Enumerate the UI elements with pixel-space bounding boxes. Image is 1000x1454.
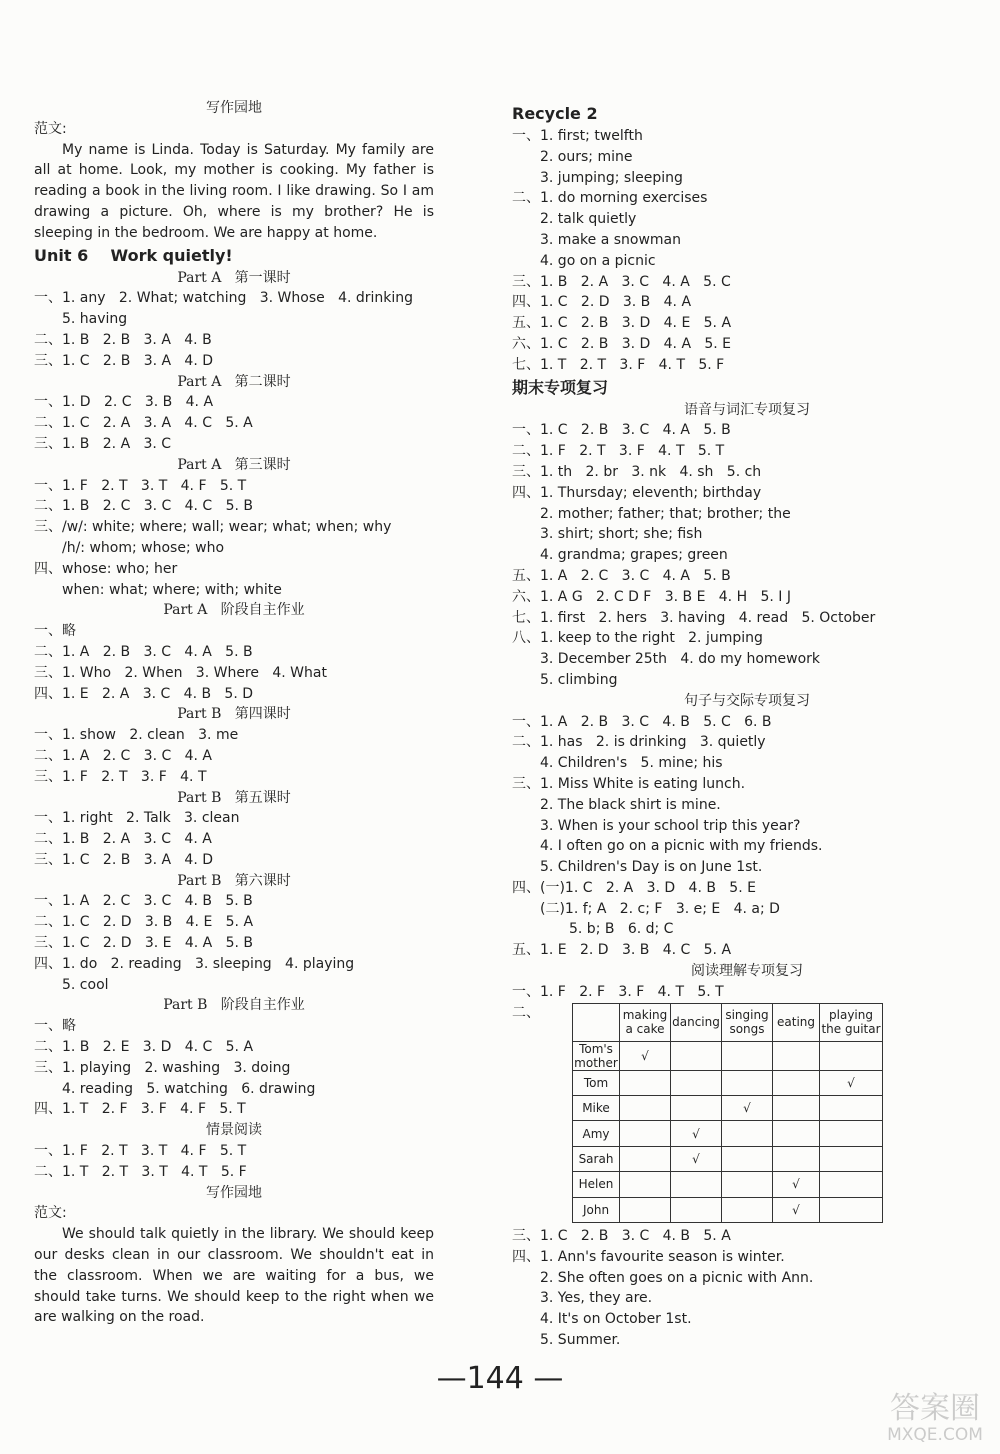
answer-line: 一、1. F 2. T 3. T 4. F 5. T — [34, 1143, 247, 1160]
table-header-cell: playing the guitar — [820, 1003, 883, 1041]
answer-line: 二、1. F 2. T 3. F 4. T 5. T — [512, 443, 725, 460]
table-block — [512, 1003, 982, 1223]
answer-line: 三、1. F 2. T 3. F 4. T — [34, 768, 207, 785]
table-cell-check — [722, 1121, 773, 1146]
table-cell-check — [620, 1197, 671, 1222]
answer-line: 六、1. C 2. B 3. D 4. A 5. E — [512, 335, 732, 352]
table-cell-check — [773, 1041, 820, 1070]
section-heading: Part A 阶段自主作业 — [163, 602, 305, 619]
answer-line: 一、1. right 2. Talk 3. clean — [34, 810, 240, 827]
answer-line: 二、1. C 2. A 3. A 4. C 5. A — [34, 415, 253, 432]
review-title: 期末专项复习 — [512, 377, 609, 397]
table-row — [573, 1096, 883, 1121]
table-row-name: Helen — [573, 1172, 620, 1197]
table-header-cell — [573, 1003, 620, 1041]
table-cell-check — [820, 1197, 883, 1222]
table-cell-check — [773, 1096, 820, 1121]
answer-line: 四、1. T 2. F 3. F 4. F 5. T — [34, 1101, 246, 1118]
table-cell-check — [820, 1172, 883, 1197]
answer-line: 5. Summer. — [540, 1332, 621, 1348]
table-row-name: Mike — [573, 1096, 620, 1121]
table-cell-check — [671, 1172, 722, 1197]
table-question-label: 二、 — [512, 1004, 540, 1021]
section-heading: 阅读理解专项复习 — [691, 963, 803, 980]
unit-title: Unit 6 Work quietly! — [34, 245, 233, 265]
table-cell-check: √ — [671, 1121, 722, 1146]
answer-line: 3. When is your school trip this year? — [540, 817, 801, 834]
table-row — [573, 1172, 883, 1197]
answer-line: 一、1. show 2. clean 3. me — [34, 727, 239, 744]
recycle-title: Recycle 2 — [512, 104, 598, 123]
section-heading: 句子与交际专项复习 — [684, 692, 810, 709]
table-body — [573, 1041, 883, 1222]
answer-line: 一、1. F 2. F 3. F 4. T 5. T — [512, 983, 724, 1000]
answer-line: 一、1. F 2. T 3. T 4. F 5. T — [34, 477, 247, 494]
answer-line: 五、1. C 2. B 3. D 4. E 5. A — [512, 315, 732, 332]
answer-line: 4. go on a picnic — [540, 252, 656, 269]
answer-line: 二、1. T 2. T 3. T 4. T 5. F — [34, 1163, 247, 1180]
table-header-cell: eating — [773, 1003, 820, 1041]
answer-line: 一、1. first; twelfth — [512, 128, 643, 144]
table-row-name: John — [573, 1197, 620, 1222]
answer-line: 三、1. playing 2. washing 3. doing — [34, 1059, 291, 1076]
answer-line: 5. having — [62, 311, 128, 328]
section-heading: 情景阅读 — [206, 1122, 262, 1139]
answer-line: 二、1. B 2. E 3. D 4. C 5. A — [34, 1039, 254, 1056]
table-cell-check — [722, 1041, 773, 1070]
left-column — [34, 98, 434, 1328]
table-cell-check: √ — [773, 1197, 820, 1222]
answer-line: /h/: whom; whose; who — [62, 539, 225, 556]
table-row-name: Sarah — [573, 1146, 620, 1171]
answer-line: 三、1. C 2. B 3. A 4. D — [34, 352, 214, 369]
answer-line: 2. ours; mine — [540, 148, 633, 165]
table-cell-check — [620, 1146, 671, 1171]
right-column — [512, 102, 982, 1351]
answer-line: 3. Yes, they are. — [540, 1290, 653, 1307]
table-row — [573, 1041, 883, 1070]
answer-line: 5. b; B 6. d; C — [569, 921, 674, 938]
table-cell-check — [820, 1041, 883, 1070]
answer-line: 3. make a snowman — [540, 231, 681, 248]
watermark-line1: 答案圈 — [890, 1391, 980, 1426]
section-heading: Part B 第五课时 — [177, 789, 291, 806]
answer-line: 一、略 — [34, 623, 76, 640]
answer-line: 一、1. D 2. C 3. B 4. A — [34, 394, 214, 411]
answer-line: 三、1. C 2. B 3. A 4. D — [34, 851, 214, 868]
answer-line: 三、/w/: white; where; wall; wear; what; when; why — [34, 519, 392, 536]
answer-line: 3. jumping; sleeping — [540, 169, 683, 186]
writing-section-title: 写作园地 — [206, 100, 262, 116]
watermark-logo-icon — [880, 1380, 990, 1445]
table-cell-check — [671, 1096, 722, 1121]
section-heading: 语音与词汇专项复习 — [684, 401, 810, 418]
answer-line: 四、1. Thursday; eleventh; birthday — [512, 484, 762, 501]
answer-line: 一、1. A 2. C 3. C 4. B 5. B — [34, 893, 253, 910]
answer-line: 3. shirt; short; she; fish — [540, 526, 703, 543]
answer-list — [512, 1226, 982, 1351]
answer-line: 4. reading 5. watching 6. drawing — [62, 1080, 316, 1097]
table-cell-check — [820, 1096, 883, 1121]
answer-line: 5. climbing — [540, 671, 618, 688]
answer-list — [512, 400, 982, 1003]
answer-line: 5. Children's Day is on June 1st. — [540, 859, 763, 876]
table-cell-check: √ — [620, 1041, 671, 1070]
answer-line: 二、1. A 2. C 3. C 4. A — [34, 747, 212, 764]
answer-line: 4. Children's 5. mine; his — [540, 755, 723, 772]
answer-line: 三、1. C 2. B 3. C 4. B 5. A — [512, 1228, 731, 1245]
table-cell-check — [820, 1146, 883, 1171]
answer-line: (二)1. f; A 2. c; F 3. e; E 4. a; D — [540, 900, 780, 917]
answer-line: 四、1. C 2. D 3. B 4. A — [512, 294, 692, 311]
answer-line: 四、whose: who; her — [34, 560, 178, 577]
answer-line: 2. The black shirt is mine. — [540, 796, 721, 813]
answer-line: 一、略 — [34, 1018, 76, 1035]
table-cell-check — [671, 1197, 722, 1222]
page-number: —144 — — [436, 1361, 564, 1396]
answer-line: 五、1. E 2. D 3. B 4. C 5. A — [512, 942, 732, 959]
answer-line: 四、1. do 2. reading 3. sleeping 4. playing — [34, 955, 355, 972]
section-heading: Part A 第一课时 — [177, 269, 291, 286]
answer-line: 二、1. B 2. A 3. C 4. A — [34, 831, 212, 848]
answer-line: 2. mother; father; that; brother; the — [540, 505, 791, 522]
answer-line: 4. It's on October 1st. — [540, 1311, 692, 1328]
table-cell-check — [773, 1070, 820, 1095]
table-cell-check — [722, 1197, 773, 1222]
section-heading: 写作园地 — [206, 1184, 262, 1201]
answer-line: 四、(一)1. C 2. A 3. D 4. B 5. E — [512, 879, 756, 896]
table-row — [573, 1070, 883, 1095]
answer-line: 三、1. C 2. D 3. E 4. A 5. B — [34, 935, 254, 952]
answer-line: 三、1. B 2. A 3. C 4. A 5. C — [512, 273, 731, 290]
section-heading: Part B 第六课时 — [177, 872, 291, 889]
answer-line: 三、1. Who 2. When 3. Where 4. What — [34, 664, 327, 681]
table-row-name: Amy — [573, 1121, 620, 1146]
table-row — [573, 1197, 883, 1222]
answer-line: 5. cool — [62, 976, 109, 993]
table-cell-check — [620, 1121, 671, 1146]
table-cell-check — [620, 1070, 671, 1095]
answer-line: 三、1. th 2. br 3. nk 4. sh 5. ch — [512, 463, 762, 480]
section-heading: Part B 第四课时 — [177, 706, 291, 723]
answer-line: 二、1. A 2. B 3. C 4. A 5. B — [34, 643, 253, 660]
answer-line: 3. December 25th 4. do my homework — [540, 651, 821, 668]
answer-line: 七、1. first 2. hers 3. having 4. read 5. October — [512, 609, 876, 626]
answer-line: 2. talk quietly — [540, 211, 637, 228]
table-cell-check: √ — [722, 1096, 773, 1121]
table-cell-check — [773, 1121, 820, 1146]
answer-line: 三、1. Miss White is eating lunch. — [512, 775, 746, 792]
table-cell-check: √ — [820, 1070, 883, 1095]
answer-list — [512, 126, 982, 376]
answer-line: 四、1. Ann's favourite season is winter. — [512, 1248, 785, 1265]
table-header-cell: singing songs — [722, 1003, 773, 1041]
table-cell-check — [620, 1096, 671, 1121]
table-cell-check — [722, 1172, 773, 1197]
table-cell-check — [722, 1070, 773, 1095]
answer-line: 四、1. E 2. A 3. C 4. B 5. D — [34, 685, 254, 702]
table-cell-check: √ — [773, 1172, 820, 1197]
model-essay-text: My name is Linda. Today is Saturday. My family are all at home. Look, my mother is cooking. My father is reading a book in the living room. I like drawing. So I am drawing a picture. Oh, where is my brother? He is sleeping in the bedroom. We are happy at home. — [34, 141, 434, 241]
section-heading: Part A 第二课时 — [177, 373, 291, 390]
table-cell-check — [671, 1070, 722, 1095]
activity-table — [572, 1003, 883, 1223]
answer-line: 4. I often go on a picnic with my friends. — [540, 838, 823, 855]
model-essay-label: 范文: — [34, 120, 67, 137]
section-heading: Part A 第三课时 — [177, 456, 291, 473]
answer-line: 一、1. C 2. B 3. C 4. A 5. B — [512, 422, 731, 439]
table-row — [573, 1146, 883, 1171]
answer-line: 二、1. B 2. C 3. C 4. C 5. B — [34, 498, 253, 515]
answer-line: when: what; where; with; white — [62, 581, 282, 598]
answer-line: 三、1. B 2. A 3. C — [34, 435, 172, 452]
answer-line: 二、1. has 2. is drinking 3. quietly — [512, 734, 766, 751]
table-cell-check: √ — [671, 1146, 722, 1171]
table-row — [573, 1121, 883, 1146]
table-row-name: Tom's mother — [574, 1041, 618, 1070]
table-header-row — [573, 1003, 883, 1041]
answer-line: 六、1. A G 2. C D F 3. B E 4. H 5. I J — [512, 588, 791, 605]
table-row-name: Tom — [573, 1070, 620, 1095]
answer-line: 2. She often goes on a picnic with Ann. — [540, 1269, 814, 1286]
answer-line: 一、1. A 2. B 3. C 4. B 5. C 6. B — [512, 713, 772, 730]
table-cell-check — [773, 1146, 820, 1171]
section-heading: Part B 阶段自主作业 — [163, 997, 305, 1014]
answer-line: 七、1. T 2. T 3. F 4. T 5. F — [512, 356, 725, 373]
answer-line: 一、1. any 2. What; watching 3. Whose 4. drinking — [34, 290, 414, 307]
table-cell-check — [722, 1146, 773, 1171]
table-cell-check — [820, 1121, 883, 1146]
table-header-cell: dancing — [671, 1003, 722, 1041]
model-essay-label: 范文: — [34, 1205, 67, 1222]
table-cell-check — [620, 1172, 671, 1197]
table-header-cell: making a cake — [620, 1003, 671, 1041]
answer-line: 五、1. A 2. C 3. C 4. A 5. B — [512, 567, 731, 584]
model-essay-text: We should talk quietly in the library. We should keep our desks clean in our classroom. We shouldn't eat in the classroom. When we are waiting for a bus, we should take turns. We should keep to the right when we are walking on the road. — [34, 1226, 434, 1326]
answer-line: 八、1. keep to the right 2. jumping — [512, 630, 763, 647]
answer-list — [34, 268, 434, 1204]
answer-line: 二、1. do morning exercises — [512, 190, 708, 207]
watermark-line2: MXQE.COM — [887, 1425, 983, 1445]
answer-line: 二、1. C 2. D 3. B 4. E 5. A — [34, 914, 254, 931]
table-cell-check — [671, 1041, 722, 1070]
answer-line: 4. grandma; grapes; green — [540, 547, 728, 564]
answer-line: 二、1. B 2. B 3. A 4. B — [34, 331, 212, 348]
